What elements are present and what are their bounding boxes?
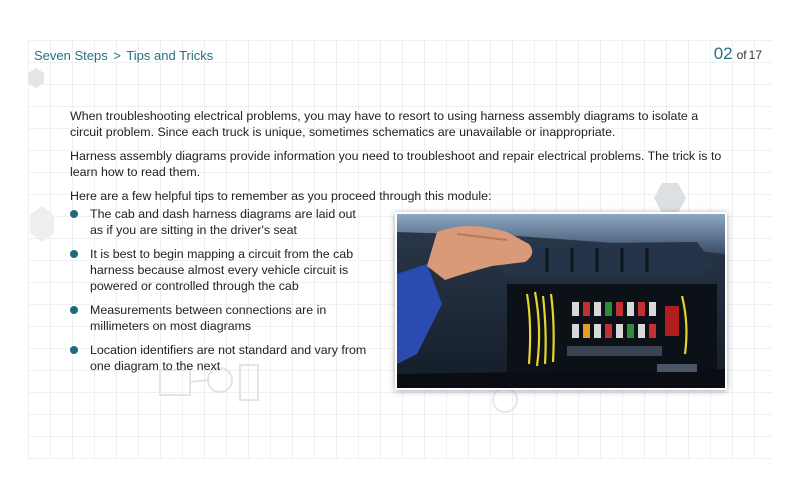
intro-text — [70, 108, 722, 212]
bullet-icon — [70, 210, 78, 218]
tip-item — [70, 246, 370, 294]
tip-item — [70, 302, 370, 334]
page-indicator — [714, 44, 762, 64]
tip-text: The cab and dash harness diagrams are laid out as if you are sitting in the driver's seat — [90, 207, 356, 237]
tip-text: Measurements between connections are in millimeters on most diagrams — [90, 303, 327, 333]
intro-paragraph-3: Here are a few helpful tips to remember as you proceed through this module: — [70, 189, 492, 203]
intro-paragraph-1: When troubleshooting electrical problems, you may have to resort to using harness assembly diagrams to isolate a circuit problem. Since each truck is unique, sometimes schematics are unavailable or inappropriate. — [70, 109, 699, 139]
breadcrumb — [34, 48, 213, 63]
page-of-label: of — [736, 48, 747, 62]
breadcrumb-current: Tips and Tricks — [126, 48, 214, 63]
total-page-count: 17 — [748, 48, 762, 62]
bullet-icon — [70, 306, 78, 314]
intro-paragraph-2: Harness assembly diagrams provide information you need to troubleshoot and repair electrical problems. The trick is to learn how to read them. — [70, 149, 722, 179]
breadcrumb-section[interactable]: Seven Steps — [34, 48, 108, 63]
tip-text: It is best to begin mapping a circuit from the cab harness because almost every vehicle circuit is powered or controlled through the cab — [90, 247, 354, 293]
current-page-number: 02 — [713, 44, 733, 63]
fuse-panel-photo — [395, 212, 727, 390]
tip-item — [70, 342, 370, 374]
bullet-icon — [70, 346, 78, 354]
bullet-icon — [70, 250, 78, 258]
breadcrumb-separator: > — [113, 48, 121, 63]
tip-text: Location identifiers are not standard and vary from one diagram to the next — [90, 343, 367, 373]
tips-list — [70, 206, 370, 382]
tip-item — [70, 206, 370, 238]
